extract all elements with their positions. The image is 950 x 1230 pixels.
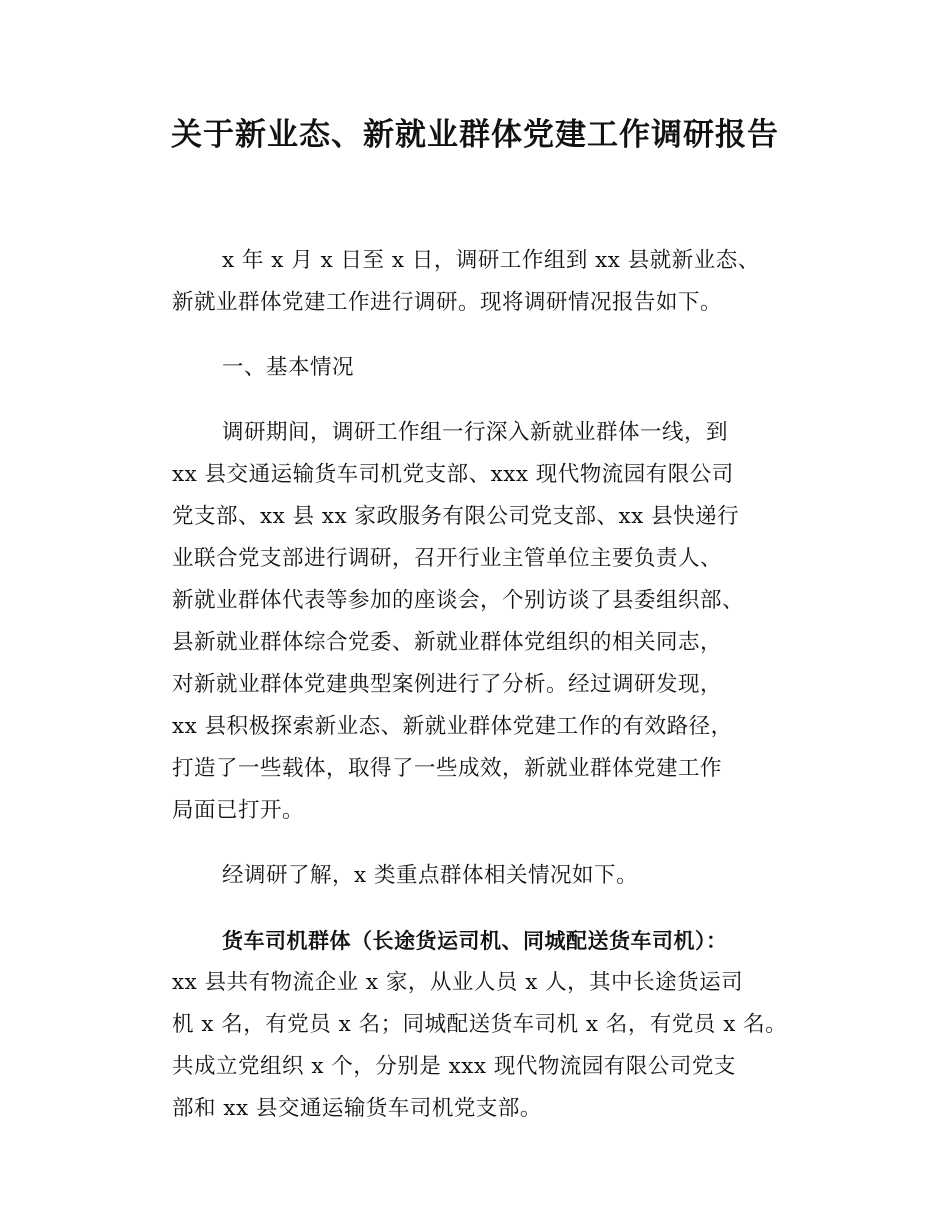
paragraph-line: 对新就业群体党建典型案例进行了分析。经过调研发现， [172,672,723,697]
paragraph-line: 经调研了解，x 类重点群体相关情况如下。 [222,863,638,888]
document-body [172,240,832,1153]
paragraph-line: 新就业群体党建工作进行调研。现将调研情况报告如下。 [172,290,723,315]
paragraph-line: x 年 x 月 x 日至 x 日，调研工作组到 xx 县就新业态、 [222,248,760,273]
paragraph-line: xx 县交通运输货车司机党支部、xxx 现代物流园有限公司 [172,462,734,487]
paragraph-line: 业联合党支部进行调研，召开行业主管单位主要负责人、 [172,546,723,571]
paragraph-line: 局面已打开。 [172,798,305,823]
paragraph-line: 新就业群体代表等参加的座谈会，个别访谈了县委组织部、 [172,588,745,613]
paragraph-line: 共成立党组织 x 个，分别是 xxx 现代物流园有限公司党支 [172,1054,736,1079]
truck-driver-paragraph [172,920,832,1130]
paragraph-line: 机 x 名，有党员 x 名；同城配送货车司机 x 名，有党员 x 名。 [172,1012,788,1037]
paragraph-line: 部和 xx 县交通运输货车司机党支部。 [172,1096,542,1121]
research-paragraph [172,412,832,832]
paragraph-line: 打造了一些载体，取得了一些成效，新就业群体党建工作 [172,756,723,781]
paragraph-line: 县新就业群体综合党委、新就业群体党组织的相关同志， [172,630,723,655]
section-heading [172,347,832,389]
paragraph-line: 调研期间，调研工作组一行深入新就业群体一线，到 [222,420,729,445]
summary-paragraph [172,855,832,897]
section-heading-text: 一、基本情况 [222,355,355,380]
paragraph-line: xx 县共有物流企业 x 家，从业人员 x 人，其中长途货运司 [172,970,744,995]
bold-lead-text: 货车司机群体（长途货运司机、同城配送货车司机）： [222,929,728,953]
paragraph-line: xx 县积极探索新业态、新就业群体党建工作的有效路径， [172,714,733,739]
document-title: 关于新业态、新就业群体党建工作调研报告 [171,117,779,153]
paragraph-line: 党支部、xx 县 xx 家政服务有限公司党支部、xx 县快递行 [172,504,740,529]
intro-paragraph [172,240,832,324]
